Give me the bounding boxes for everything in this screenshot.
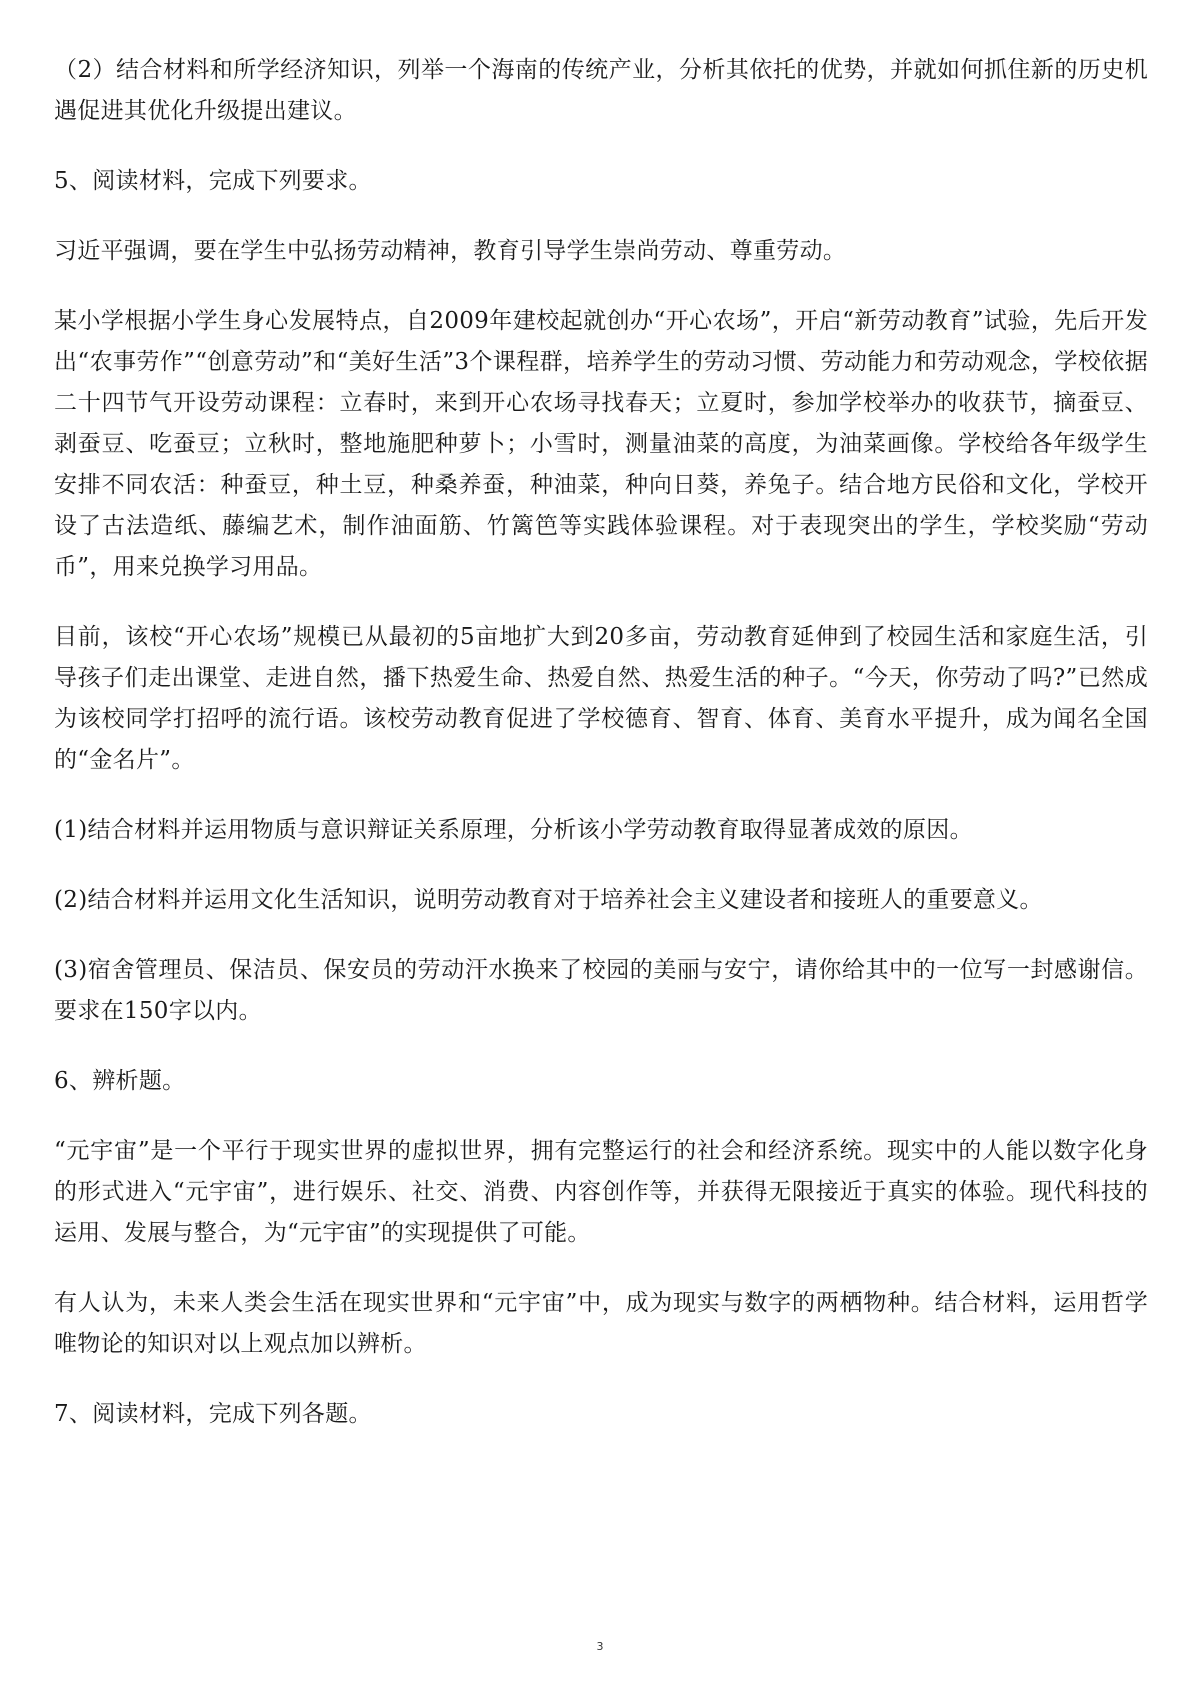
question-5-heading: 5、阅读材料，完成下列要求。 — [54, 168, 372, 194]
material-metaverse: “元宇宙”是一个平行于现实世界的虚拟世界，拥有完整运行的社会和经济系统。现实中的人能以数字化身的形式进入“元宇宙”，进行娱乐、社交、消费、内容创作等，并获得无限接近于真实的体验。现代科技的运用、发展与整合，为“元宇宙”的实现提供了可能。 — [54, 1138, 1148, 1246]
question-5-part-2: (2)结合材料并运用文化生活知识，说明劳动教育对于培养社会主义建设者和接班人的重要意义。 — [54, 887, 1043, 913]
question-6-prompt: 有人认为，未来人类会生活在现实世界和“元宇宙”中，成为现实与数字的两栖物种。结合材料，运用哲学唯物论的知识对以上观点加以辨析。 — [54, 1290, 1148, 1357]
page-number: 3 — [596, 1640, 604, 1653]
question-5-part-3: (3)宿舍管理员、保洁员、保安员的劳动汗水换来了校园的美丽与安宁，请你给其中的一位写一封感谢信。要求在150字以内。 — [54, 957, 1148, 1024]
question-5-part-1: (1)结合材料并运用物质与意识辩证关系原理，分析该小学劳动教育取得显著成效的原因。 — [54, 817, 973, 843]
question-7-heading: 7、阅读材料，完成下列各题。 — [54, 1401, 372, 1427]
material-quote: 习近平强调，要在学生中弘扬劳动精神，教育引导学生崇尚劳动、尊重劳动。 — [54, 238, 847, 264]
material-school-results: 目前，该校“开心农场”规模已从最初的5亩地扩大到20多亩，劳动教育延伸到了校园生活和家庭生活，引导孩子们走出课堂、走进自然，播下热爱生命、热爱自然、热爱生活的种子。“今天，你劳动了吗?”已然成为该校同学打招呼的流行语。该校劳动教育促进了学校德育、智育、体育、美育水平提升，成为闻名全国的“金名片”。 — [54, 624, 1148, 773]
question-6-heading: 6、辨析题。 — [54, 1068, 186, 1094]
question-4-part-2: （2）结合材料和所学经济知识，列举一个海南的传统产业，分析其依托的优势，并就如何抓住新的历史机遇促进其优化升级提出建议。 — [54, 57, 1148, 124]
material-school-farm: 某小学根据小学生身心发展特点，自2009年建校起就创办“开心农场”，开启“新劳动教育”试验，先后开发出“农事劳作”“创意劳动”和“美好生活”3个课程群，培养学生的劳动习惯、劳动能力和劳动观念，学校依据二十四节气开设劳动课程：立春时，来到开心农场寻找春天；立夏时，参加学校举办的收获节，摘蚕豆、剥蚕豆、吃蚕豆；立秋时，整地施肥种萝卜；小雪时，测量油菜的高度，为油菜画像。学校给各年级学生安排不同农活：种蚕豆，种土豆，种桑养蚕，种油菜，种向日葵，养兔子。结合地方民俗和文化，学校开设了古法造纸、藤编艺术，制作油面筋、竹篱笆等实践体验课程。对于表现突出的学生，学校奖励“劳动币”，用来兑换学习用品。 — [54, 308, 1148, 580]
